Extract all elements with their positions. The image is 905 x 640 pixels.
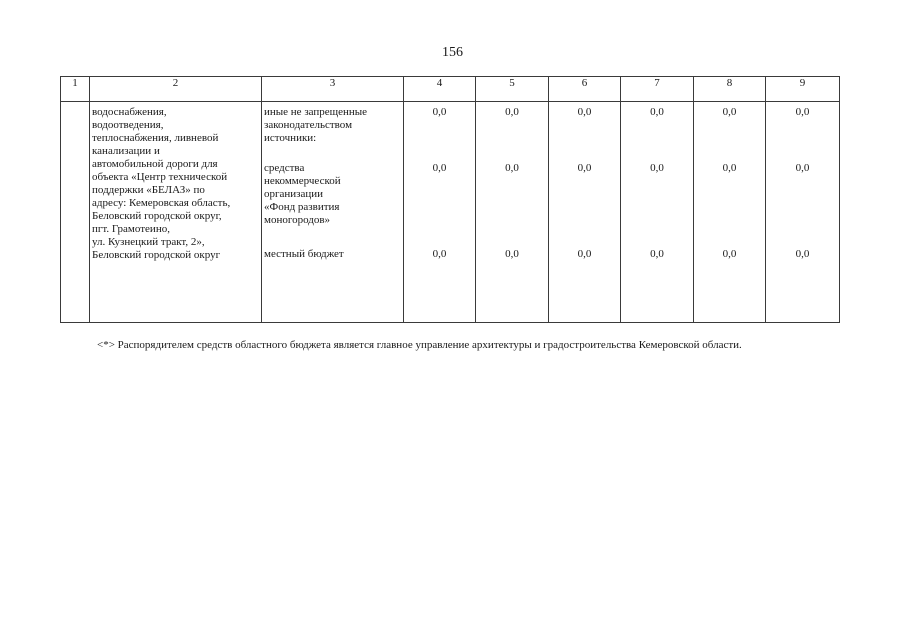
funding-source-local <box>264 248 401 288</box>
value-cell-col8 <box>694 102 766 323</box>
column-header: 6 <box>549 77 621 102</box>
value-cell-col9 <box>766 102 840 323</box>
value: 0,0 <box>795 162 810 174</box>
funding-source-line: иные не запрещенные <box>264 106 368 118</box>
value-cell-col7 <box>621 102 694 323</box>
description-cell <box>90 102 262 323</box>
description-line: водоотведения, <box>92 119 164 131</box>
description-line: объекта «Центр технической <box>92 171 228 183</box>
funding-source-line: местный бюджет <box>264 248 344 260</box>
funding-source-line: некоммерческой <box>264 175 341 187</box>
funding-source-line: организации <box>264 188 324 200</box>
funding-source-line: «Фонд развития <box>264 201 340 213</box>
value-cell-col5 <box>476 102 549 323</box>
value: 0,0 <box>722 248 737 260</box>
value: 0,0 <box>650 106 664 118</box>
footnote: <*> Распорядителем средств областного бюджета является главное управление архитектуры и градостроительства Кемеровской области. <box>97 339 742 351</box>
value: 0,0 <box>577 248 592 260</box>
value: 0,0 <box>722 162 737 174</box>
value: 0,0 <box>505 106 519 118</box>
value: 0,0 <box>795 106 810 118</box>
funding-source-line: законодательством <box>264 119 353 131</box>
column-header: 1 <box>61 77 90 102</box>
funding-source-cell <box>262 102 404 323</box>
description-line: автомобильной дороги для <box>92 158 218 170</box>
description-line: пгт. Грамотеино, <box>92 223 170 235</box>
funding-source-line: средства <box>264 162 305 174</box>
value: 0,0 <box>577 106 592 118</box>
value: 0,0 <box>650 248 664 260</box>
column-header: 7 <box>621 77 694 102</box>
value: 0,0 <box>505 248 519 260</box>
table-row <box>61 102 840 323</box>
funding-source-other <box>264 106 401 162</box>
funding-source-line: моногородов» <box>264 214 331 226</box>
column-header: 2 <box>90 77 262 102</box>
table-header-row <box>61 77 840 102</box>
value: 0,0 <box>722 106 737 118</box>
value-cell-col4 <box>404 102 476 323</box>
value: 0,0 <box>650 162 664 174</box>
value: 0,0 <box>432 248 447 260</box>
value: 0,0 <box>577 162 592 174</box>
description-line: теплоснабжения, ливневой <box>92 132 219 144</box>
value: 0,0 <box>795 248 810 260</box>
description-line: Беловский городской округ <box>92 249 221 261</box>
funding-source-line: источники: <box>264 132 317 144</box>
column-header: 3 <box>262 77 404 102</box>
row-number-cell <box>61 102 90 323</box>
column-header: 9 <box>766 77 840 102</box>
value: 0,0 <box>505 162 519 174</box>
column-header: 8 <box>694 77 766 102</box>
description-line: поддержки «БЕЛАЗ» по <box>92 184 205 196</box>
value: 0,0 <box>432 162 447 174</box>
description-line: канализации и <box>92 145 160 157</box>
column-header: 4 <box>404 77 476 102</box>
column-header: 5 <box>476 77 549 102</box>
value-cell-col6 <box>549 102 621 323</box>
budget-table <box>60 76 840 323</box>
page-number: 156 <box>442 45 463 60</box>
description-line: Беловский городской округ, <box>92 210 222 222</box>
description-line: адресу: Кемеровская область, <box>92 197 231 209</box>
description-line: ул. Кузнецкий тракт, 2», <box>92 236 205 248</box>
funding-source-fund <box>264 162 401 248</box>
value: 0,0 <box>432 106 447 118</box>
description-line: водоснабжения, <box>92 106 167 118</box>
